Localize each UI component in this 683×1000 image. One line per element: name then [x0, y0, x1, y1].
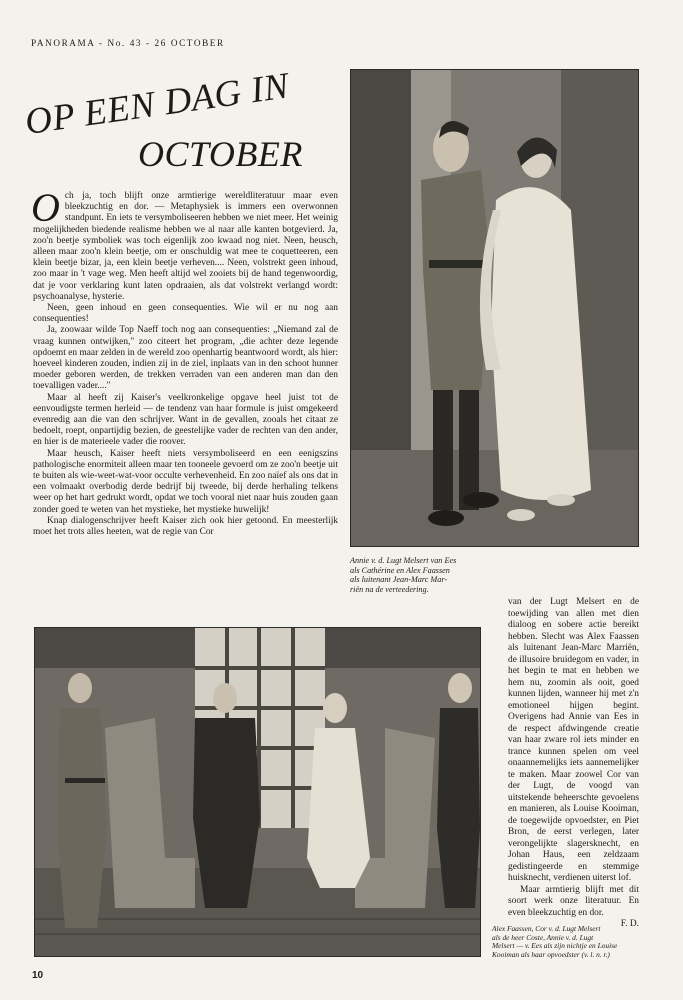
caption-line: als Cathérine en Alex Faassen — [350, 565, 450, 575]
title-line-2: OCTOBER — [138, 134, 303, 174]
article-body — [31, 185, 338, 538]
paragraph-2: Neen, geen inhoud en geen consequenties. Wie wil er nu nog aan consequenties! — [33, 303, 338, 325]
photo-group-illustration — [35, 628, 480, 956]
caption-line: Annie v. d. Lugt Melsert van Ees — [350, 556, 457, 565]
running-header: PANORAMA - No. 43 - 26 OCTOBER — [31, 38, 225, 48]
caption-line: Alex Faassen, Cor v. d. Lugt Melsert — [492, 924, 601, 933]
dropcap: O — [31, 185, 60, 230]
right-column — [508, 597, 639, 931]
paragraph-3: Ja, zoowaar wilde Top Naeff toch nog aan consequenties: „Niemand zal de vraag kunnen ontwijken," zoo citeert het program, „die achter deze legende opdoemt en maar zelden in de wereld zoo openhartig beantwoord wordt, als hier: hoeveel kinderen zouden, indien zij in de ziel, inplaats van in den schoot hunner moeder geboren werden, de trekken verraden van een anderen man dan den toevalligen vader...." — [33, 325, 338, 392]
photo-couple — [350, 69, 639, 547]
caption-line: als de heer Coste, Annie v. d. Lugt — [492, 932, 594, 942]
caption-line: riën na de verteedering. — [350, 584, 429, 594]
photo-group — [34, 627, 481, 957]
photo-group-caption — [492, 925, 642, 959]
paragraph-4: Maar al heeft zij Kaiser's veelkronkelige opgave heel juist tot de eenvoudigste termen herleid — de tendenz van haar formule is juist omgekeerd evenredig aan die van den schrijver. Want in de gevallen, zooals het citaat ze bedoelt, roept, onpartijdig bezien, de geestelijke vader de rechten van den ander, en hier is de materieele vader die roover. — [33, 392, 338, 448]
paragraph-5: Maar heusch, Kaiser heeft niets versymboliseerd en een eenigszins pathologische enormiteit alleen maar ten tooneele gevoerd om ze zoo'n beetje uit te buiten als wie-weet-wat-voor occulte verhevenheid. En zoo naïef als ons dat in een volmaakt overbodig derde bedrijf bij tweede, bij derde herhaling telkens weer op het hart gedrukt wordt, opdat we toch vooral niet naar huis zouden gaan zonder goed te weten van het mystieke, het mystieke huwelijk! — [33, 448, 338, 515]
photo-couple-illustration — [351, 70, 638, 546]
caption-line: Kooiman als haar opvoedster (v. l. n. r.) — [492, 949, 610, 959]
paragraph-1: ch ja, toch blijft onze armtierige wereldliteratuur maar even bleekzuchtig en dor. — Metaphysiek is immers een overwonnen standpunt. En iets te versymboliseeren hebben we niet meer. Het weinig mogelijkheden biedende realisme hebben we al naar alle kanten botgevierd. Ja, zoo'n beetje symboliek was toch eigenlijk zoo kwaad nog niet. Neen, heusch, alleen maar zoo'n klein beetje, om er onschuldig wat mee te coquetteeren, een klein beetje bizar, ja, een klein beetje verheven.... Neen, volstrekt geen inhoud, zoo maar in 't vage weg. Men heeft altijd wel zooiets bij de hand tegenwoordig, dat je voor verklaring kunt laten opdraaien, als dat volstrekt verlangd wordt: psychoanalyse, hysterie. — [33, 191, 338, 302]
photo-couple-caption — [350, 556, 565, 594]
paragraph-6: Knap dialogenschrijver heeft Kaiser zich ook hier getoond. En meesterlijk moet het trots alles heeten, wat de regie van Cor — [33, 515, 338, 538]
title-line-1: OP EEN DAG IN — [22, 65, 292, 143]
column-paragraph-2: Maar armtierig blijft met dit soort werk onze literatuur. En even bleekzuchtig en dor. — [508, 884, 639, 918]
column-paragraph-1: van der Lugt Melsert en de toewijding van allen met dien dialoog en sobere actie bereikt hebben. Slecht was Alex Faassen als luitenant Jean-Marc Marriën, de illusoire bruidegom en vader, in het begin te mat en hebben we hem nu, zoomin als ooit, goed kunnen lijden, wanneer hij met z'n emotioneel hijgen begint. Overigens had Annie van Ees in de respect afdwingende creatie van haar zware rol iets minder en trance kunnen spelen om veel onaannemelijks iets aannemelijker te maken. Maar zoowel Cor van der Lugt, de voogd van uitstekende beheerschte gevoelens en manieren, als Louise Kooiman, de toegewijde opvoedster, en Piet Bron, de eerst verlegen, later verongelijkte slagersknecht, en Johan Haus, een zeldzaam gedistingeerde en stemmige huisknecht, verdienen uiterst lof. — [508, 597, 639, 883]
page-number: 10 — [32, 970, 44, 981]
caption-line: Melsert — v. Ees als zijn nichtje en Louise — [492, 941, 618, 951]
signature: F. D. — [620, 919, 639, 929]
caption-line: als luitenant Jean-Marc Mar- — [350, 575, 448, 585]
